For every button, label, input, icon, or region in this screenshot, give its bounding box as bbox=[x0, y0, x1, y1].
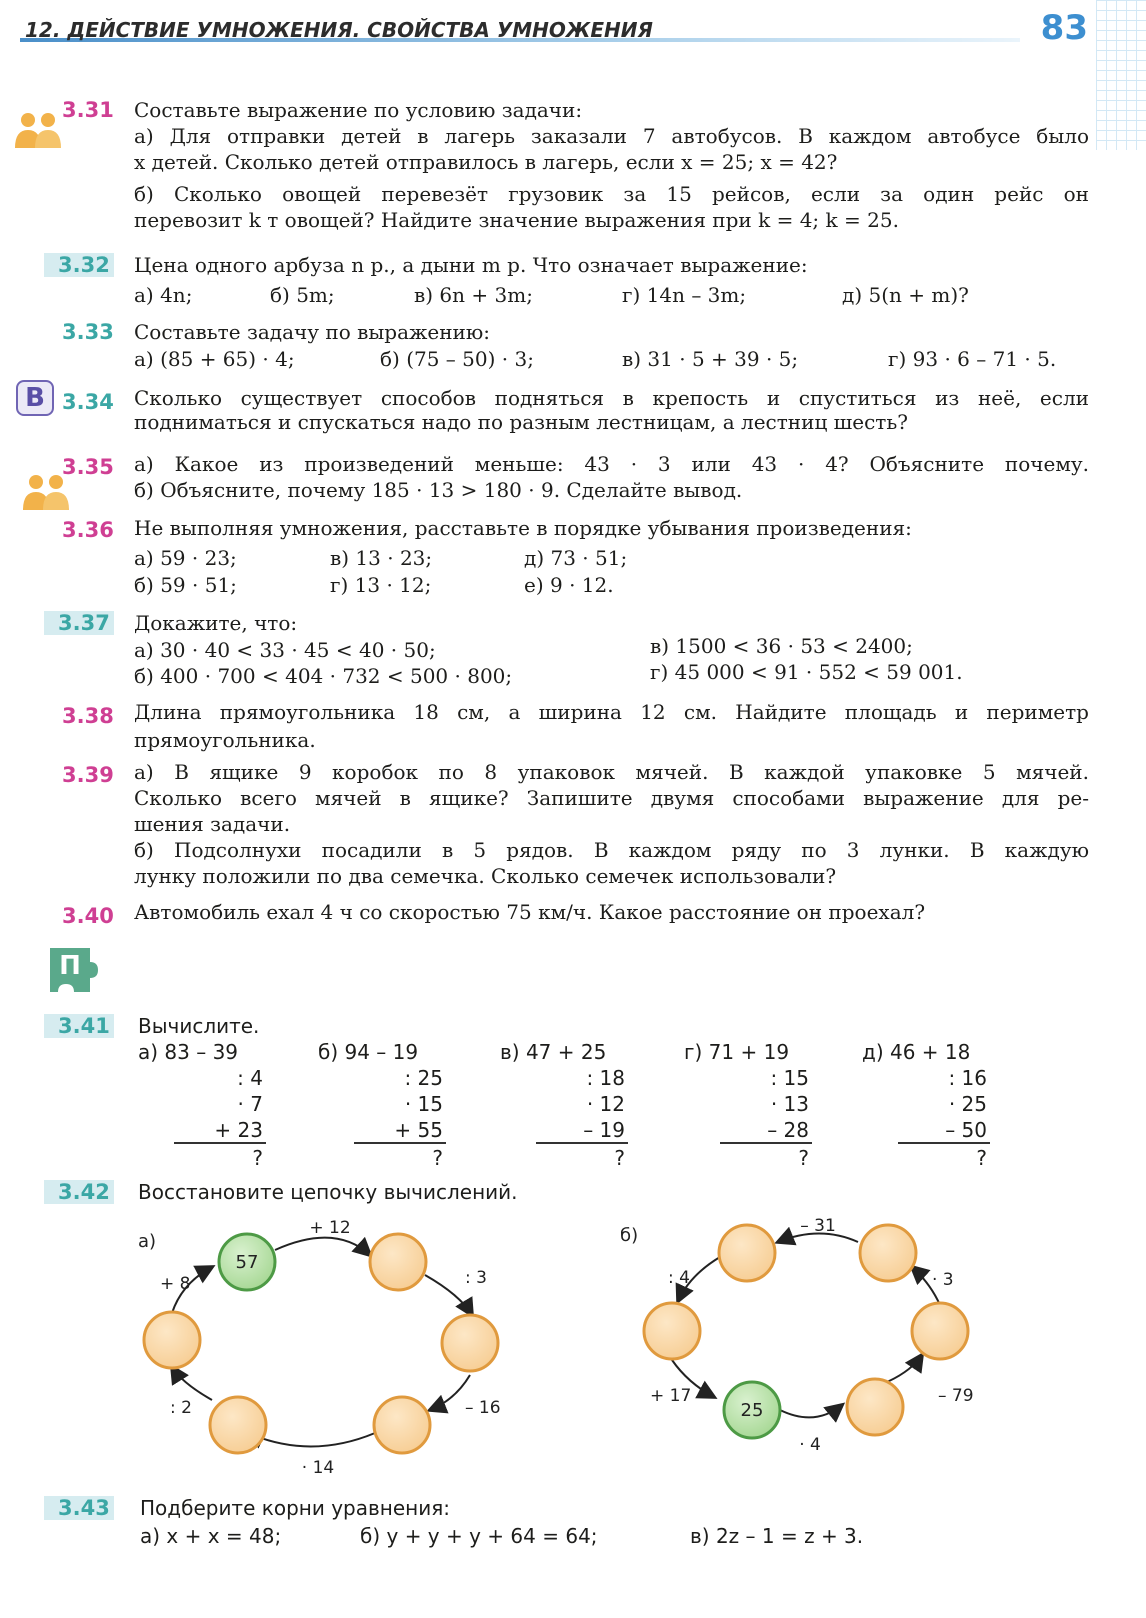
chain-start-value: 57 bbox=[235, 1252, 259, 1273]
answer-item: г) 14n – 3m; bbox=[622, 283, 747, 307]
problem-line: а) В ящике 9 коробок по 8 упаковок мячей. В каждой упаковке 5 мячей. bbox=[134, 760, 1089, 784]
calc-step: · 12 bbox=[586, 1092, 625, 1116]
chain-op: – 31 bbox=[800, 1216, 836, 1236]
calc-step: : 4 bbox=[237, 1066, 263, 1090]
problem-number: 3.35 bbox=[62, 455, 114, 479]
chain-op: – 79 bbox=[938, 1386, 974, 1406]
chain-blank-circle[interactable] bbox=[860, 1225, 916, 1281]
answer-item: в) 6n + 3m; bbox=[414, 283, 533, 307]
answer-item: в) 13 · 23; bbox=[330, 546, 433, 570]
answer-item: г) 45 000 < 91 · 552 < 59 001. bbox=[650, 660, 963, 684]
chain-op: + 12 bbox=[309, 1218, 351, 1238]
chain-blank-circle[interactable] bbox=[370, 1234, 426, 1290]
problem-number: 3.40 bbox=[62, 904, 114, 928]
problem-number: 3.41 bbox=[44, 1014, 114, 1038]
problem-text: Восстановите цепочку вычислений. bbox=[138, 1180, 518, 1204]
calc-step: : 18 bbox=[586, 1066, 625, 1090]
problem-line: прямоугольника. bbox=[134, 728, 316, 752]
problem-line: Длина прямоугольника 18 см, а ширина 12 см. Найдите площадь и периметр bbox=[134, 700, 1089, 724]
answer-item: г) 13 · 12; bbox=[330, 573, 432, 597]
problem-number: 3.42 bbox=[44, 1180, 114, 1204]
problem-line: Сколько всего мячей в ящике? Запишите двумя способами выражение для ре- bbox=[134, 786, 1089, 810]
calc-step: – 28 bbox=[767, 1118, 809, 1142]
chain-op: + 8 bbox=[160, 1274, 191, 1294]
chain-op: · 3 bbox=[932, 1270, 954, 1290]
chain-label: а) bbox=[138, 1231, 157, 1252]
problem-text: Не выполняя умножения, расставьте в порядке убывания произведения: bbox=[134, 516, 912, 540]
problem-text: Вычислите. bbox=[138, 1014, 260, 1038]
problem-line: а) Какое из произведений меньше: 43 · 3 или 43 · 4? Объясните почему. bbox=[134, 452, 1089, 476]
chain-op: : 4 bbox=[668, 1268, 690, 1288]
calc-step: : 16 bbox=[948, 1066, 987, 1090]
chain-blank-circle[interactable] bbox=[210, 1397, 266, 1453]
answer-item: б) 59 · 51; bbox=[134, 573, 237, 597]
answer-item: д) 73 · 51; bbox=[524, 546, 628, 570]
chain-op: : 2 bbox=[170, 1398, 192, 1418]
people-pair-icon bbox=[12, 110, 64, 150]
calc-start: а) 83 – 39 bbox=[138, 1040, 239, 1064]
chain-b-diagram bbox=[610, 1205, 1030, 1465]
calc-underline bbox=[536, 1142, 628, 1144]
problem-line: Сколько существует способов подняться в крепость и спуститься из неё, если bbox=[134, 386, 1089, 410]
problem-text: Автомобиль ехал 4 ч со скоростью 75 км/ч. Какое расстояние он проехал? bbox=[134, 900, 926, 924]
answer-item: б) y + y + y + 64 = 64; bbox=[360, 1524, 598, 1548]
chain-a-diagram bbox=[120, 1205, 540, 1485]
answer-item: а) (85 + 65) · 4; bbox=[134, 347, 295, 371]
calc-result[interactable]: ? bbox=[252, 1146, 263, 1170]
calc-underline bbox=[720, 1142, 812, 1144]
problem-number: 3.36 bbox=[62, 518, 114, 542]
answer-item: в) 31 · 5 + 39 · 5; bbox=[622, 347, 799, 371]
chain-start-value: 25 bbox=[740, 1400, 764, 1421]
problem-line: перевозит k т овощей? Найдите значение выражения при k = 4; k = 25. bbox=[134, 208, 899, 232]
problem-line: б) Подсолнухи посадили в 5 рядов. В каждом ряду по 3 лунки. В каждую bbox=[134, 838, 1089, 862]
chain-op: · 4 bbox=[799, 1435, 821, 1455]
chain-arrow bbox=[430, 1375, 470, 1410]
calc-start: д) 46 + 18 bbox=[862, 1040, 971, 1064]
answer-item: г) 93 · 6 – 71 · 5. bbox=[888, 347, 1057, 371]
answer-item: е) 9 · 12. bbox=[524, 573, 614, 597]
problem-line: шения задачи. bbox=[134, 812, 291, 836]
calc-step: : 25 bbox=[404, 1066, 443, 1090]
chain-arrow bbox=[172, 1367, 212, 1400]
calc-step: · 25 bbox=[948, 1092, 987, 1116]
answer-item: в) 1500 < 36 · 53 < 2400; bbox=[650, 634, 913, 658]
puzzle-p-icon bbox=[46, 944, 98, 996]
problem-number: 3.34 bbox=[62, 390, 114, 414]
calc-step: : 15 bbox=[770, 1066, 809, 1090]
problem-line: подниматься и спускаться надо по разным лестницам, а лестниц шесть? bbox=[134, 410, 908, 434]
chain-blank-circle[interactable] bbox=[847, 1379, 903, 1435]
calc-result[interactable]: ? bbox=[432, 1146, 443, 1170]
chain-op: · 14 bbox=[301, 1458, 335, 1478]
p-mark-label: П bbox=[59, 951, 81, 981]
problem-number: 3.38 bbox=[62, 704, 114, 728]
calc-step: · 7 bbox=[237, 1092, 263, 1116]
problem-line: x детей. Сколько детей отправилось в лагерь, если x = 25; x = 42? bbox=[134, 150, 838, 174]
page-number: 83 bbox=[1040, 8, 1088, 48]
calc-underline bbox=[174, 1142, 266, 1144]
answer-item: а) x + x = 48; bbox=[140, 1524, 282, 1548]
problem-line: б) Объясните, почему 185 · 13 > 180 · 9. Сделайте вывод. bbox=[134, 478, 743, 502]
calc-start: б) 94 – 19 bbox=[318, 1040, 419, 1064]
answer-item: д) 5(n + m)? bbox=[842, 283, 969, 307]
answer-item: а) 30 · 40 < 33 · 45 < 40 · 50; bbox=[134, 638, 436, 662]
answer-item: в) 2z – 1 = z + 3. bbox=[690, 1524, 864, 1548]
grid-decoration bbox=[1096, 0, 1146, 150]
chain-op: + 17 bbox=[650, 1386, 692, 1406]
calc-result[interactable]: ? bbox=[798, 1146, 809, 1170]
problem-text: Составьте задачу по выражению: bbox=[134, 320, 491, 344]
answer-item: б) 400 · 700 < 404 · 732 < 500 · 800; bbox=[134, 664, 513, 688]
chain-blank-circle[interactable] bbox=[912, 1303, 968, 1359]
problem-number: 3.39 bbox=[62, 763, 114, 787]
problem-text: Подберите корни уравнения: bbox=[140, 1496, 450, 1520]
calc-step: + 23 bbox=[214, 1118, 263, 1142]
calc-result[interactable]: ? bbox=[976, 1146, 987, 1170]
problem-text: Составьте выражение по условию задачи: bbox=[134, 98, 583, 122]
problem-number: 3.33 bbox=[62, 320, 114, 344]
answer-item: а) 59 · 23; bbox=[134, 546, 237, 570]
calc-step: – 50 bbox=[945, 1118, 987, 1142]
chain-arrow bbox=[275, 1238, 370, 1255]
chain-arrow bbox=[248, 1433, 375, 1447]
problem-number: 3.43 bbox=[44, 1496, 114, 1520]
calc-start: г) 71 + 19 bbox=[684, 1040, 790, 1064]
v-mark-icon: В bbox=[16, 380, 54, 416]
chain-blank-circle[interactable] bbox=[442, 1315, 498, 1371]
problem-number: 3.37 bbox=[44, 611, 114, 635]
chain-blank-circle[interactable] bbox=[144, 1312, 200, 1368]
calc-result[interactable]: ? bbox=[614, 1146, 625, 1170]
chain-label: б) bbox=[620, 1225, 639, 1246]
problem-line: лунку положили по два семечка. Сколько семечек использовали? bbox=[134, 864, 837, 888]
problem-text: Цена одного арбуза n р., а дыни m р. Что означает выражение: bbox=[134, 253, 808, 277]
problem-number: 3.32 bbox=[44, 253, 114, 277]
calc-underline bbox=[898, 1142, 990, 1144]
chain-op: – 16 bbox=[465, 1398, 501, 1418]
problem-line: а) Для отправки детей в лагерь заказали 7 автобусов. В каждом автобусе было bbox=[134, 124, 1089, 148]
answer-item: б) 5m; bbox=[270, 283, 335, 307]
chapter-title: 12. ДЕЙСТВИЕ УМНОЖЕНИЯ. СВОЙСТВА УМНОЖЕНИЯ bbox=[25, 18, 653, 42]
problem-text: Докажите, что: bbox=[134, 611, 298, 635]
answer-item: б) (75 – 50) · 3; bbox=[380, 347, 534, 371]
calc-step: + 55 bbox=[394, 1118, 443, 1142]
chain-op: : 3 bbox=[465, 1268, 487, 1288]
chain-blank-circle[interactable] bbox=[719, 1225, 775, 1281]
chain-blank-circle[interactable] bbox=[374, 1397, 430, 1453]
chain-arrow bbox=[780, 1405, 842, 1417]
calc-step: · 13 bbox=[770, 1092, 809, 1116]
chain-blank-circle[interactable] bbox=[644, 1303, 700, 1359]
problem-line: б) Сколько овощей перевезёт грузовик за 15 рейсов, если за один рейс он bbox=[134, 182, 1089, 206]
calc-underline bbox=[354, 1142, 446, 1144]
calc-step: · 15 bbox=[404, 1092, 443, 1116]
answer-item: а) 4n; bbox=[134, 283, 193, 307]
problem-number: 3.31 bbox=[62, 98, 114, 122]
calc-step: – 19 bbox=[583, 1118, 625, 1142]
calc-start: в) 47 + 25 bbox=[500, 1040, 607, 1064]
